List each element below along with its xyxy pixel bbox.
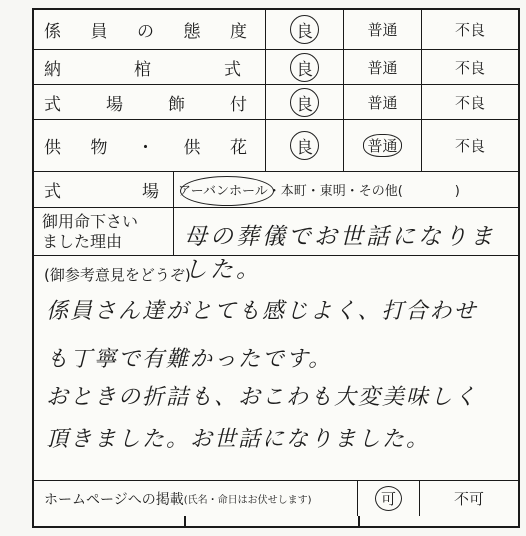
label-char: 式 (224, 59, 241, 80)
label-char: 棺 (134, 59, 151, 80)
opinion-line[interactable]: 頂きました。お世話になりました。 (46, 427, 431, 452)
label-char: 員 (90, 22, 108, 42)
footer-strip (34, 516, 518, 526)
option-good[interactable] (266, 50, 344, 84)
label-char: 供 (183, 138, 201, 158)
option-bad[interactable] (422, 50, 518, 84)
option-label: 不良 (454, 93, 485, 112)
option-normal[interactable] (344, 50, 422, 84)
survey-form (32, 8, 520, 528)
option-label: 普通 (367, 21, 398, 39)
option-good[interactable] (266, 10, 344, 49)
venue-options[interactable]: アーバンホール・本町・東明・その他( ) (178, 184, 460, 199)
label-char: 物 (90, 138, 108, 158)
option-bad[interactable] (422, 120, 518, 171)
label-char: 式 (44, 94, 61, 115)
reason-answer[interactable]: 母の葬儀でお世話になりました。 (184, 224, 496, 283)
opinion-line[interactable]: おときの折詰も、おこわも大変美味しく (46, 385, 479, 410)
divider (184, 516, 186, 526)
reason-label-line: ました理由 (42, 232, 123, 251)
option-bad[interactable] (422, 10, 518, 49)
label-char: 場 (142, 182, 159, 202)
selected-circle: 良 (290, 15, 319, 44)
reason-label (34, 208, 174, 255)
row-label (34, 120, 266, 171)
option-label: 普通 (367, 58, 398, 77)
opinion-line[interactable]: も丁寧で有難かったです。 (46, 347, 333, 372)
selected-circle: 可 (375, 486, 402, 511)
homepage-ng-option[interactable] (420, 481, 518, 516)
label-char: の (137, 22, 154, 42)
label-char: 度 (230, 22, 247, 42)
selected-circle: 良 (290, 88, 319, 117)
homepage-ok-option[interactable] (358, 481, 420, 516)
homepage-label (34, 481, 358, 516)
selected-circle: 良 (290, 53, 319, 82)
option-normal[interactable] (344, 120, 422, 171)
selected-circle: 普通 (363, 134, 401, 157)
label-char: 付 (230, 94, 247, 115)
option-label: 不良 (454, 137, 485, 155)
rating-row-offerings (34, 120, 518, 172)
rating-row-encoffining (34, 50, 518, 85)
label-char: 係 (44, 22, 61, 42)
option-normal[interactable] (344, 85, 422, 119)
homepage-label-text: ホームページへの掲載 (44, 491, 184, 508)
option-good[interactable] (266, 120, 344, 171)
label-char: 態 (183, 22, 201, 42)
rating-row-decoration (34, 85, 518, 120)
homepage-note: (氏名・命日はお伏せします) (183, 495, 312, 506)
option-label: 不可 (453, 490, 484, 508)
row-label (34, 50, 266, 84)
label-char: 飾 (168, 94, 185, 115)
selected-circle: 良 (290, 131, 319, 160)
label-char: 式 (44, 182, 61, 202)
homepage-row (34, 480, 518, 516)
row-label (34, 85, 266, 119)
option-normal[interactable] (344, 10, 422, 49)
label-char: 供 (44, 138, 61, 158)
divider (358, 516, 360, 526)
option-bad[interactable] (422, 85, 518, 119)
option-good[interactable] (266, 85, 344, 119)
venue-label (34, 172, 174, 207)
label-char: 花 (230, 138, 247, 158)
label-char: 納 (44, 59, 61, 80)
rating-row-staff (34, 10, 518, 50)
option-label: 不良 (454, 21, 485, 39)
option-label: 不良 (454, 58, 485, 77)
opinion-line[interactable]: 係員さん達がとても感じよく、打合わせ (46, 299, 478, 324)
reason-label-line: 御用命下さい (42, 212, 139, 231)
label-char: 場 (106, 94, 123, 115)
opinion-title: (御参考意見をどうぞ) (44, 266, 191, 284)
row-label (34, 10, 266, 49)
option-label: 普通 (367, 93, 398, 112)
venue-row (34, 172, 518, 208)
label-char: ・ (137, 138, 154, 158)
